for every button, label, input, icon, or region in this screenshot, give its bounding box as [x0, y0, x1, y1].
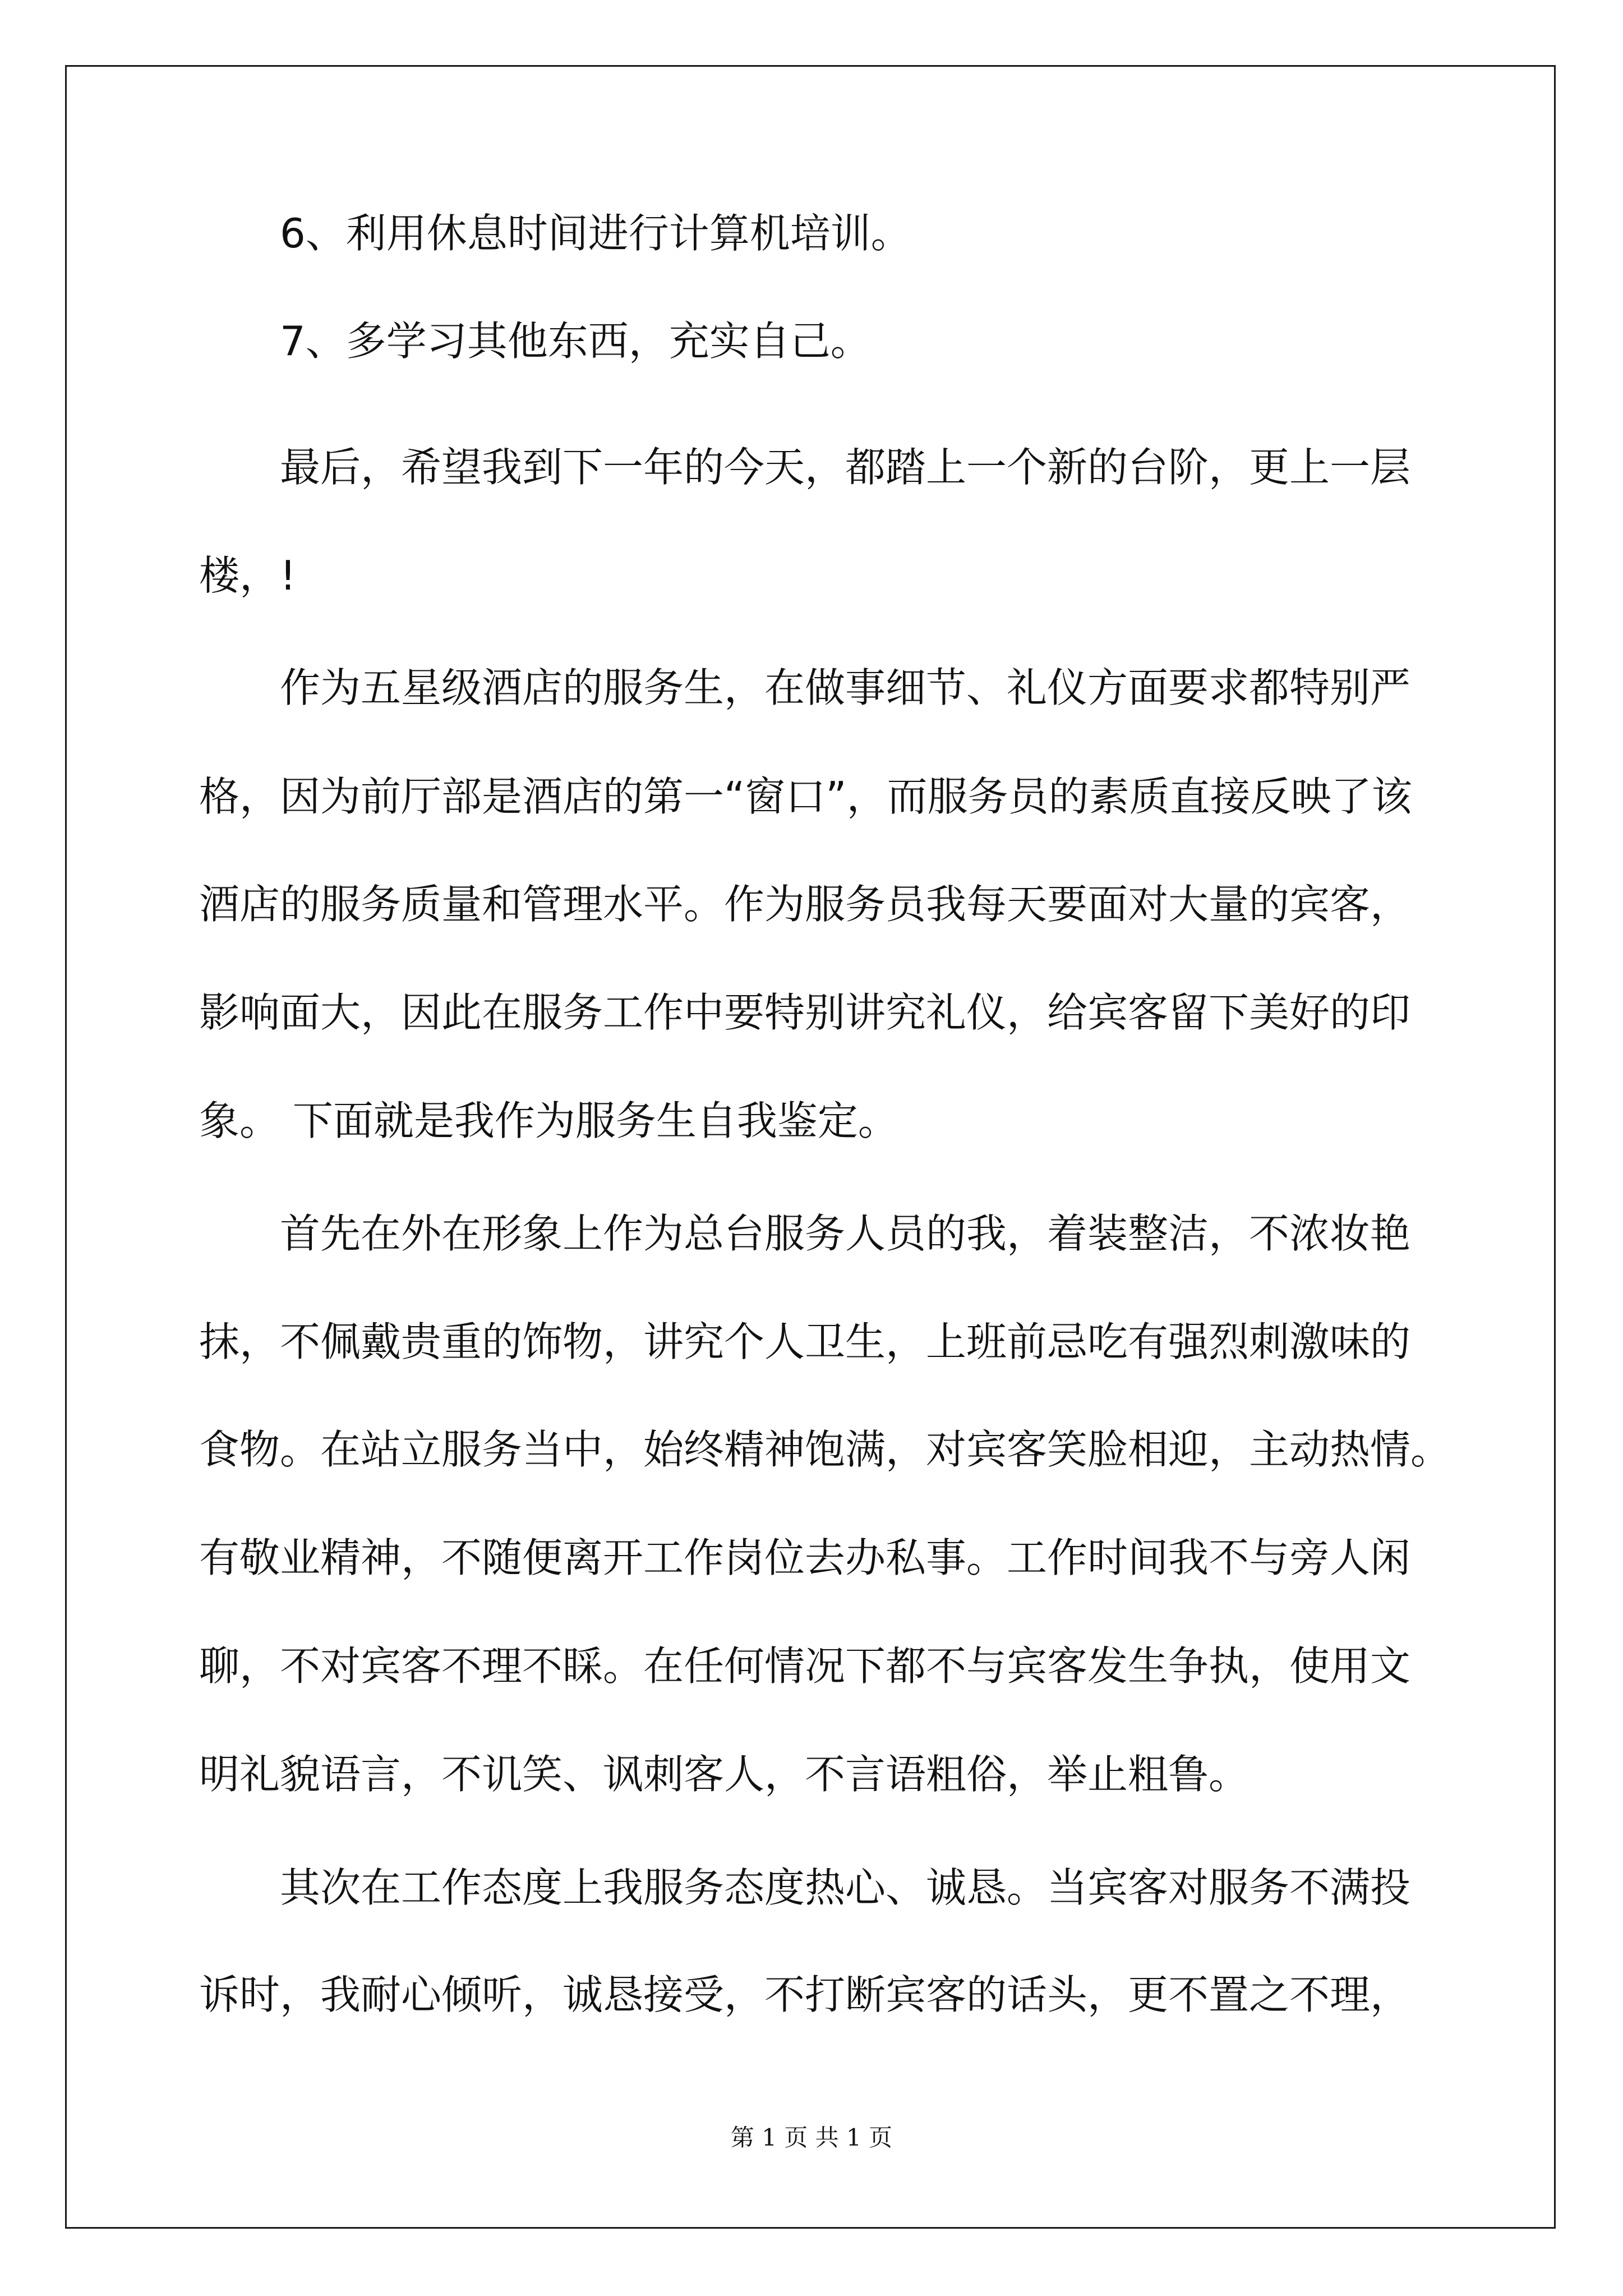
- text-line: 酒店的服务质量和管理水平。作为服务员我每天要面对大量的宾客，: [199, 881, 1411, 928]
- text-line: 首先在外在形象上作为总台服务人员的我，着装整洁，不浓妆艳: [280, 1210, 1411, 1257]
- text-line: 7、多学习其他东西，充实自己。: [280, 318, 871, 365]
- text-line: 影响面大，因此在服务工作中要特别讲究礼仪，给宾客留下美好的印: [199, 989, 1411, 1036]
- text-line: 抹，不佩戴贵重的饰物，讲究个人卫生，上班前忌吃有强烈刺激味的: [199, 1318, 1411, 1365]
- text-line: 食物。在站立服务当中，始终精神饱满，对宾客笑脸相迎，主动热情。: [199, 1426, 1451, 1473]
- text-line: 象。 下面就是我作为服务生自我鉴定。: [199, 1097, 898, 1144]
- text-line: 最后，希望我到下一年的今天，都踏上一个新的台阶，更上一层: [280, 444, 1411, 491]
- text-line: 楼，!: [199, 552, 296, 599]
- text-line: 明礼貌语言，不讥笑、讽刺客人，不言语粗俗，举止粗鲁。: [199, 1751, 1249, 1798]
- text-line: 6、利用休息时间进行计算机培训。: [280, 210, 911, 257]
- text-line: 聊，不对宾客不理不睬。在任何情况下都不与宾客发生争执，使用文: [199, 1642, 1411, 1690]
- page-footer: 第 1 页 共 1 页: [730, 2124, 893, 2151]
- text-line: 诉时，我耐心倾听，诚恳接受，不打断宾客的话头，更不置之不理，: [199, 1971, 1411, 2018]
- text-line: 作为五星级酒店的服务生，在做事细节、礼仪方面要求都特别严: [280, 664, 1411, 711]
- text-line: 其次在工作态度上我服务态度热心、诚恳。当宾客对服务不满投: [280, 1864, 1411, 1911]
- text-line: 有敬业精神，不随便离开工作岗位去办私事。工作时间我不与旁人闲: [199, 1534, 1411, 1581]
- text-line: 格，因为前厅部是酒店的第一“窗口”，而服务员的素质直接反映了该: [199, 773, 1412, 820]
